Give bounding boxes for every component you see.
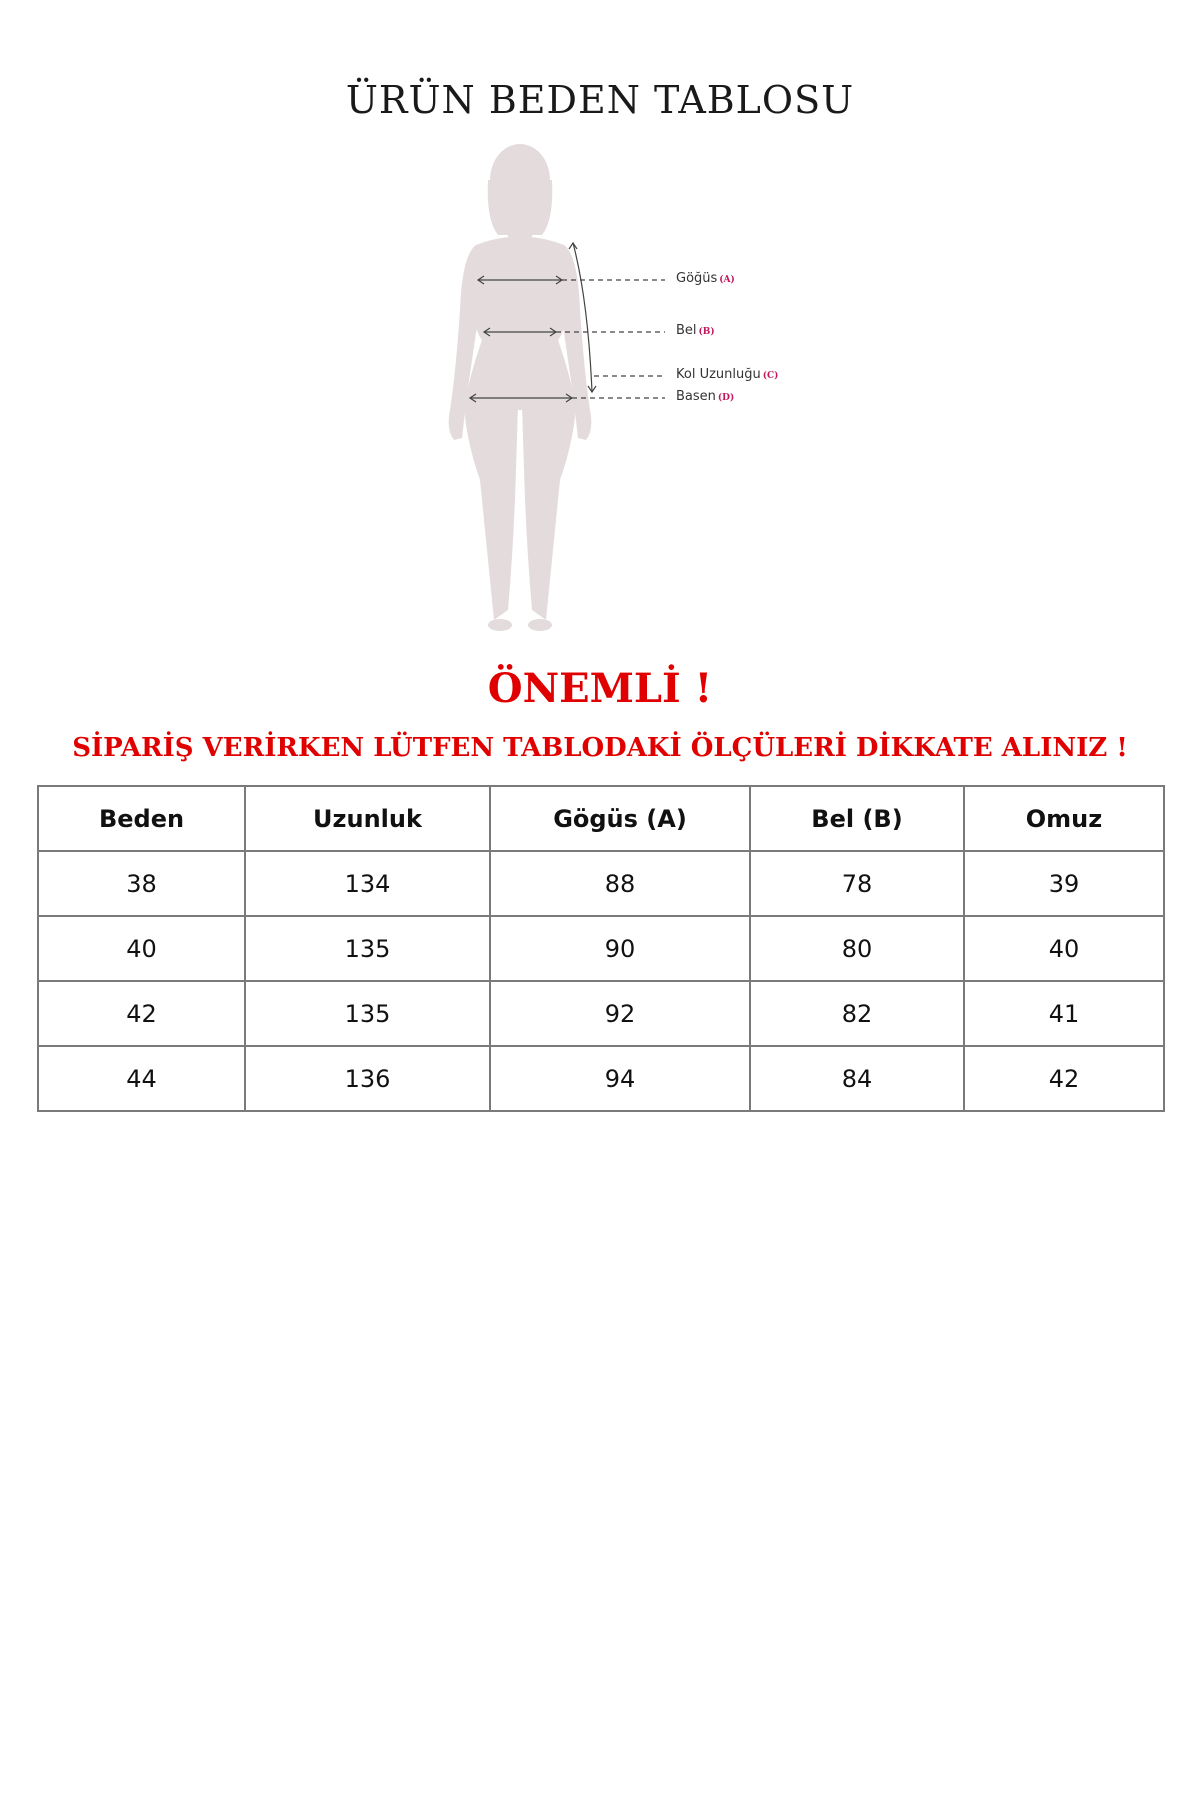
column-header: Uzunluk [245,786,490,851]
column-header: Beden [38,786,245,851]
table-cell: 134 [245,851,490,916]
table-cell: 41 [964,981,1164,1046]
table-cell: 42 [38,981,245,1046]
measurement-label-waist: Bel (B) [676,323,715,338]
measurement-label-sleeve-length: Kol Uzunluğu (C) [676,367,779,382]
column-header: Gögüs (A) [490,786,750,851]
table-row [38,851,1164,916]
measurement-label-chest: Göğüs (A) [676,271,735,286]
table-cell: 90 [490,916,750,981]
table-cell: 80 [750,916,964,981]
woman-silhouette-illustration [380,140,840,640]
table-header-row [38,786,1164,851]
table-cell: 78 [750,851,964,916]
measurement-label-hip: Basen (D) [676,389,735,404]
table-cell: 40 [964,916,1164,981]
table-cell: 39 [964,851,1164,916]
table-cell: 94 [490,1046,750,1111]
table-cell: 38 [38,851,245,916]
table-cell: 42 [964,1046,1164,1111]
important-heading: ÖNEMLİ ! [487,665,713,712]
column-header: Bel (B) [750,786,964,851]
table-cell: 40 [38,916,245,981]
table-row [38,981,1164,1046]
table-cell: 88 [490,851,750,916]
table-cell: 92 [490,981,750,1046]
order-warning: SİPARİŞ VERİRKEN LÜTFEN TABLODAKİ ÖLÇÜLERİ DİKKATE ALINIZ ! [72,733,1128,763]
table-cell: 136 [245,1046,490,1111]
table-cell: 44 [38,1046,245,1111]
table-cell: 82 [750,981,964,1046]
column-header: Omuz [964,786,1164,851]
body-measurement-figure [380,140,840,640]
page-title: ÜRÜN BEDEN TABLOSU [345,78,855,122]
size-table [37,785,1165,1112]
table-row [38,916,1164,981]
table-row [38,1046,1164,1111]
table-cell: 135 [245,916,490,981]
table-cell: 84 [750,1046,964,1111]
table-cell: 135 [245,981,490,1046]
